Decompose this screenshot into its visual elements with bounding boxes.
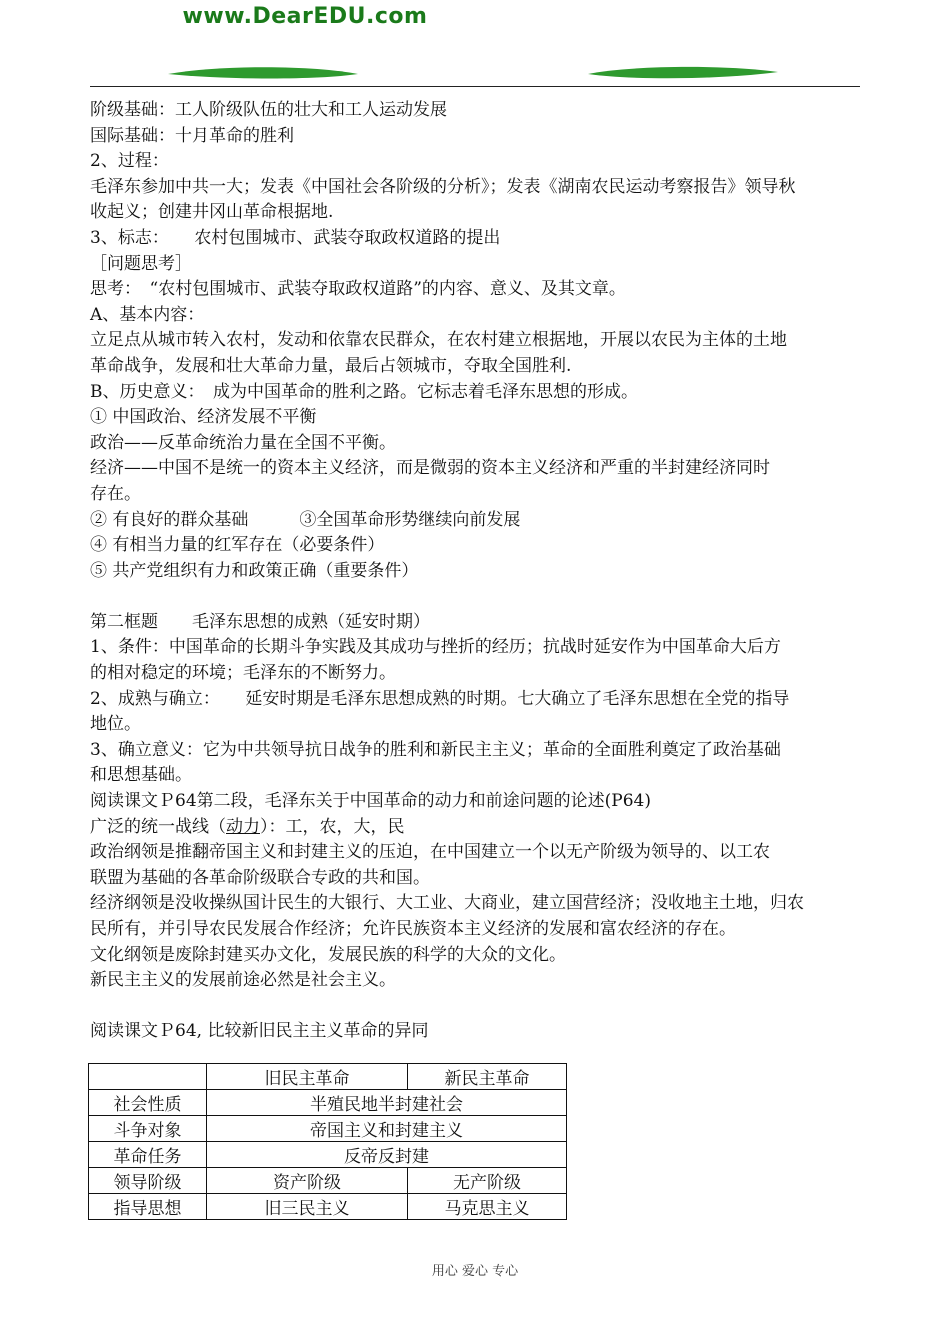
site-name: www.DearEDU.com (182, 4, 428, 29)
footer-text: 用心 爱心 专心 (431, 1264, 519, 1279)
table-row (89, 1116, 567, 1142)
table-row (89, 1090, 567, 1116)
table-cell: 新民主革命 (408, 1064, 567, 1090)
table-cell: 反帝反封建 (207, 1142, 567, 1168)
text-line: 文化纲领是废除封建买办文化，发展民族的科学的大众的文化。 (90, 944, 566, 965)
text-line: 革命战争，发展和壮大革命力量，最后占领城市，夺取全国胜利. (90, 355, 572, 376)
table-cell: 旧三民主义 (207, 1194, 408, 1220)
table-row (89, 1142, 567, 1168)
text-line: 经济——中国不是统一的资本主义经济，而是微弱的资本主义经济和严重的半封建经济同时 (90, 458, 770, 479)
text-line: 和思想基础。 (90, 765, 192, 786)
table-cell: 资产阶级 (207, 1168, 408, 1194)
text-line: 3、标志： 农村包围城市、武装夺取政权道路的提出 (90, 227, 501, 248)
text-line: 存在。 (90, 483, 141, 504)
text-line: 思考： “农村包围城市、武装夺取政权道路”的内容、意义、及其文章。 (90, 279, 626, 300)
text-line: ④ 有相当力量的红军存在（必要条件） (90, 535, 385, 556)
table-cell: 半殖民地半封建社会 (207, 1090, 567, 1116)
table-cell: 帝国主义和封建主义 (207, 1116, 567, 1142)
text-line: 2、过程： (90, 151, 169, 172)
text-line: 地位。 (90, 714, 141, 735)
text-line: 第二框题 毛泽东思想的成熟（延安时期） (90, 611, 430, 632)
united-front-line: 广泛的统一战线（动力）：工，农，大，民 (90, 816, 405, 837)
site-logo (168, 58, 778, 88)
table-cell: 指导思想 (89, 1194, 207, 1220)
text-line: 政治纲领是推翻帝国主义和封建主义的压迫，在中国建立一个以无产阶级为领导的、以工农 (90, 842, 770, 863)
text-line: 政治——反革命统治力量在全国不平衡。 (90, 432, 396, 453)
text-line: ② 有良好的群众基础 ③全国革命形势继续向前发展 (90, 509, 521, 530)
table-cell: 马克思主义 (408, 1194, 567, 1220)
text-line: B、历史意义： 成为中国革命的胜利之路。它标志着毛泽东思想的形成。 (90, 381, 638, 402)
table-cell: 社会性质 (89, 1090, 207, 1116)
table-row (89, 1168, 567, 1194)
text-line: 收起义；创建井冈山革命根据地. (90, 202, 334, 223)
text-line: 阅读课文Ｐ64第二段，毛泽东关于中国革命的动力和前途问题的论述(P64) (90, 791, 651, 812)
text-line: ［问题思考］ (90, 253, 192, 274)
table-cell: 旧民主革命 (207, 1064, 408, 1090)
text-line: A、基本内容： (90, 304, 205, 325)
text-line: 立足点从城市转入农村，发动和依靠农民群众，在农村建立根据地，开展以农民为主体的土地 (90, 330, 787, 351)
document-body (90, 98, 862, 1045)
text-line: 国际基础：十月革命的胜利 (90, 125, 294, 146)
comparison-table (88, 1063, 567, 1220)
text-line: 新民主主义的发展前途必然是社会主义。 (90, 970, 396, 991)
text-line: 民所有，并引导农民发展合作经济；允许民族资本主义经济的发展和富农经济的存在。 (90, 919, 736, 939)
text-line: 3、确立意义：它为中共领导抗日战争的胜利和新民主主义；革命的全面胜利奠定了政治基础 (90, 739, 781, 760)
header-rule (90, 86, 860, 87)
table-cell: 无产阶级 (408, 1168, 567, 1194)
text-line: ⑤ 共产党组织有力和政策正确（重要条件） (90, 560, 419, 581)
text-line (90, 584, 862, 610)
table-header-row (89, 1064, 567, 1090)
text-line: ① 中国政治、经济发展不平衡 (90, 407, 317, 428)
table-cell (89, 1064, 207, 1090)
text-line: 联盟为基础的各革命阶级联合专政的共和国。 (90, 867, 430, 888)
table-cell: 斗争对象 (89, 1116, 207, 1142)
text-line: 阶级基础：工人阶级队伍的壮大和工人运动发展 (90, 100, 447, 120)
table-cell: 领导阶级 (89, 1168, 207, 1194)
text-line: 经济纲领是没收操纵国计民生的大银行、大工业、大商业，建立国营经济；没收地主土地，归农 (90, 893, 804, 914)
table-row (89, 1194, 567, 1220)
text-line (90, 994, 862, 1020)
table-cell: 革命任务 (89, 1142, 207, 1168)
text-line: 2、成熟与确立： 延安时期是毛泽东思想成熟的时期。七大确立了毛泽东思想在全党的指导 (90, 688, 790, 709)
text-line: 的相对稳定的环境；毛泽东的不断努力。 (90, 663, 396, 684)
text-line: 阅读课文Ｐ64, 比较新旧民主主义革命的异同 (90, 1021, 429, 1042)
text-line: 1、条件：中国革命的长期斗争实践及其成功与挫折的经历；抗战时延安作为中国革命大后方 (90, 637, 781, 658)
text-line: 毛泽东参加中共一大；发表《中国社会各阶级的分析》；发表《湖南农民运动考察报告》领导秋 (90, 176, 796, 197)
